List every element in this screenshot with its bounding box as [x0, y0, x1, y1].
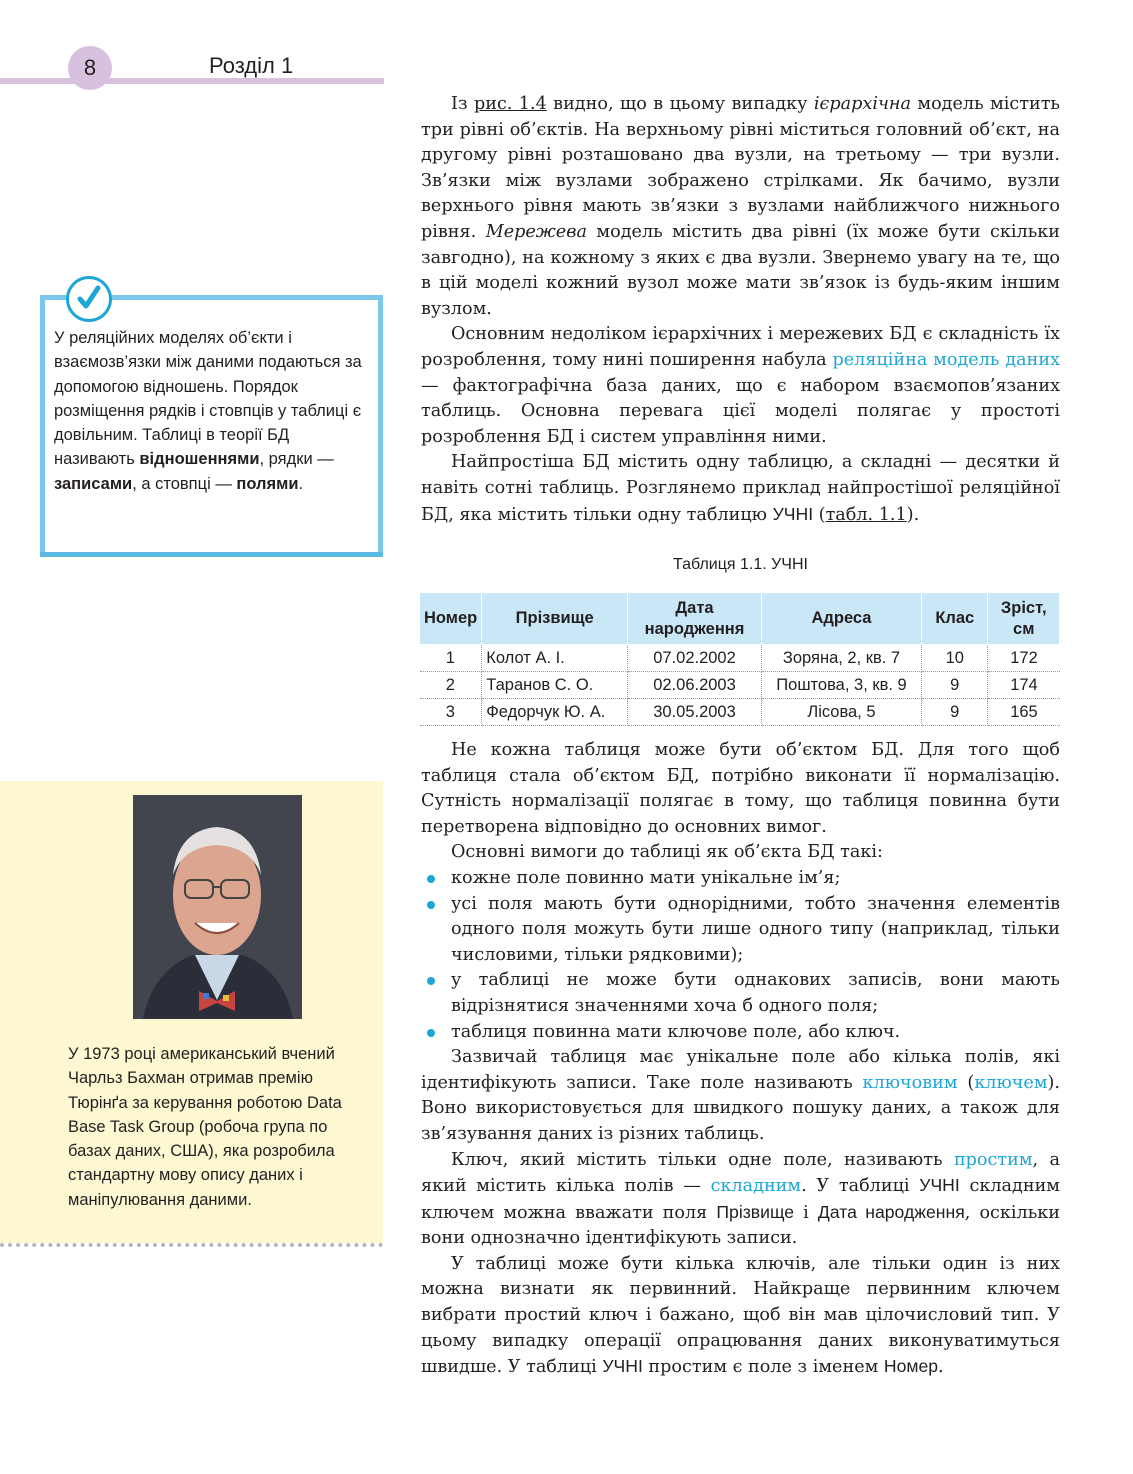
term-relational-model: реляційна модель даних: [832, 349, 1061, 370]
column-header: Зріст, см: [988, 593, 1060, 645]
column-header: Прізвище: [482, 593, 628, 645]
paragraph: Не кожна таблиця може бути об’єктом БД. Для того щоб таблиця стала об’єктом БД, потрібно виконати її нормалізацію. Сутність нормалізації полягає в тому, що таблиця повинна бути перетворена відповідно до основних вимог.: [421, 740, 1060, 837]
term-simple-key: простим: [953, 1149, 1033, 1170]
table-cell: 3: [420, 699, 482, 726]
paragraph: Найпростіша БД містить одну таблицю, а складні — десятки й навіть сотні таблиць. Розглянемо приклад найпростішої реляційної БД, яка містить тільки одну таблицю УЧНІ (табл. 1.1).: [421, 452, 1060, 525]
page-number: 8: [68, 46, 112, 90]
table-caption: Таблиця 1.1. УЧНІ: [673, 556, 808, 573]
section-title: Розділ 1: [209, 53, 294, 78]
column-header: Клас: [922, 593, 988, 645]
table-cell: Лісова, 5: [761, 699, 921, 726]
paragraph: Із рис. 1.4 видно, що в цьому випадку ієрархічна модель містить три рівні об’єктів. На верхньому рівні міститься головний об’єкт, на другому рівні розташовано два вузли, на третьому — три вузли. Зв’язки між вузлами зображено стрілками. Як бачимо, вузли верхнього рівня мають зв’язки з вузлами найближчого нижнього рівня. Мережева модель містить два рівні (їх може бути скільки завгодно), на кожному з яких є два вузли. Звернемо увагу на те, що в цій моделі кожний вузол може мати зв’язок із будь-яким іншим вузлом.: [421, 94, 1061, 319]
figure-ref: рис. 1.4: [473, 94, 547, 114]
term-relations: відношеннями: [139, 450, 260, 469]
table-row: [420, 645, 1060, 672]
paragraph: У таблиці може бути кілька ключів, але тільки один із них можна визнати як первинний. Найкраще первинним ключем вибрати простий ключ і бажано, щоб він мав цілочисловий тип. У цьому випадку операції опрацювання даних виконуватимуться швидше. У таблиці УЧНІ простим є поле з іменем Номер.: [421, 1253, 1060, 1378]
paragraph: Основні вимоги до таблиці як об’єкта БД такі:: [451, 842, 883, 863]
list-item: таблиця повинна мати ключове поле, або ключ.: [421, 1020, 1060, 1046]
column-header: Номер: [420, 593, 482, 645]
table-cell: 10: [922, 645, 988, 672]
table-row: [420, 672, 1060, 699]
list-item: кожне поле повинно мати унікальне ім’я;: [421, 866, 1060, 892]
table-row: [420, 699, 1060, 726]
bio-divider: [0, 1243, 383, 1247]
bio-text: У 1973 році американський вчений Чарльз Бахман отримав премію Тюрінґа за керування роботою Data Base Task Group (робоча група по базах даних, США), яка розробила стандартну мову опису даних і маніпулювання даними.: [68, 1045, 342, 1209]
table-header-row: [420, 593, 1060, 645]
table-cell: 174: [988, 672, 1060, 699]
term-key-field: ключовим: [862, 1072, 958, 1093]
table-cell: 30.05.2003: [628, 699, 762, 726]
table-cell: 165: [988, 699, 1060, 726]
table-cell: 02.06.2003: [628, 672, 762, 699]
table-cell: 9: [922, 699, 988, 726]
portrait-photo: [133, 795, 302, 1019]
list-item: усі поля мають бути однорідними, тобто значення елементів одного поля можуть бути лише одного типу (наприклад, тільки числовими, тільки рядковими);: [421, 892, 1060, 969]
table-cell: 172: [988, 645, 1060, 672]
table-cell: Поштова, 3, кв. 9: [761, 672, 921, 699]
paragraph: Ключ, який містить тільки одне поле, називають простим, а який містить кілька полів — складним. У таблиці УЧНІ складним ключем можна вважати поля Прізвище і Дата народження, оскільки вони однозначно ідентифікують записи.: [421, 1149, 1061, 1249]
table-cell: 2: [420, 672, 482, 699]
note-text: У реляційних моделях об’єкти і взаємозв’язки між даними подаються за допомогою відношень. Порядок розміщення рядків і стовпців у таблиці є довільним. Таблиці в теорії БД називають відношеннями, рядки — записами, а стовпці — полями.: [54, 329, 362, 493]
term-composite-key: складним: [710, 1176, 802, 1197]
main-column-continued: [421, 738, 1060, 1381]
table-ref: табл. 1.1: [825, 504, 907, 525]
paragraph: Зазвичай таблиця має унікальне поле або кілька полів, які ідентифікують записи. Таке поле називають ключовим (ключем). Воно використовується для швидкого пошуку даних, а також для зв’язування даних із різних таблиць.: [421, 1047, 1060, 1144]
paragraph: Основним недоліком ієрархічних і мережевих БД є складність їх розроблення, тому нині поширення набула реляційна модель даних — фактографічна база даних, що є набором взаємопов’язаних таблиць. Основна перевага цієї моделі полягає у простоті розроблення БД і систем управління ними.: [421, 324, 1061, 447]
term-fields: полями: [236, 474, 299, 493]
table-cell: Таранов С. О.: [482, 672, 628, 699]
table-cell: Федорчук Ю. А.: [482, 699, 628, 726]
table-cell: 9: [922, 672, 988, 699]
header-rule: [0, 78, 384, 84]
table-cell: Зоряна, 2, кв. 7: [761, 645, 921, 672]
main-column: [421, 92, 1060, 528]
students-table: [419, 592, 1060, 726]
checkmark-icon: [66, 276, 112, 322]
column-header: Дата народження: [628, 593, 762, 645]
term-records: записами: [54, 474, 133, 493]
list-item: у таблиці не може бути однакових записів, вони мають відрізнятися значеннями хоча б одного поля;: [421, 968, 1060, 1019]
table-cell: Колот А. І.: [482, 645, 628, 672]
requirements-list: [421, 866, 1060, 1045]
column-header: Адреса: [761, 593, 921, 645]
table-cell: 07.02.2002: [628, 645, 762, 672]
table-cell: 1: [420, 645, 482, 672]
term-key: ключем: [974, 1072, 1048, 1093]
